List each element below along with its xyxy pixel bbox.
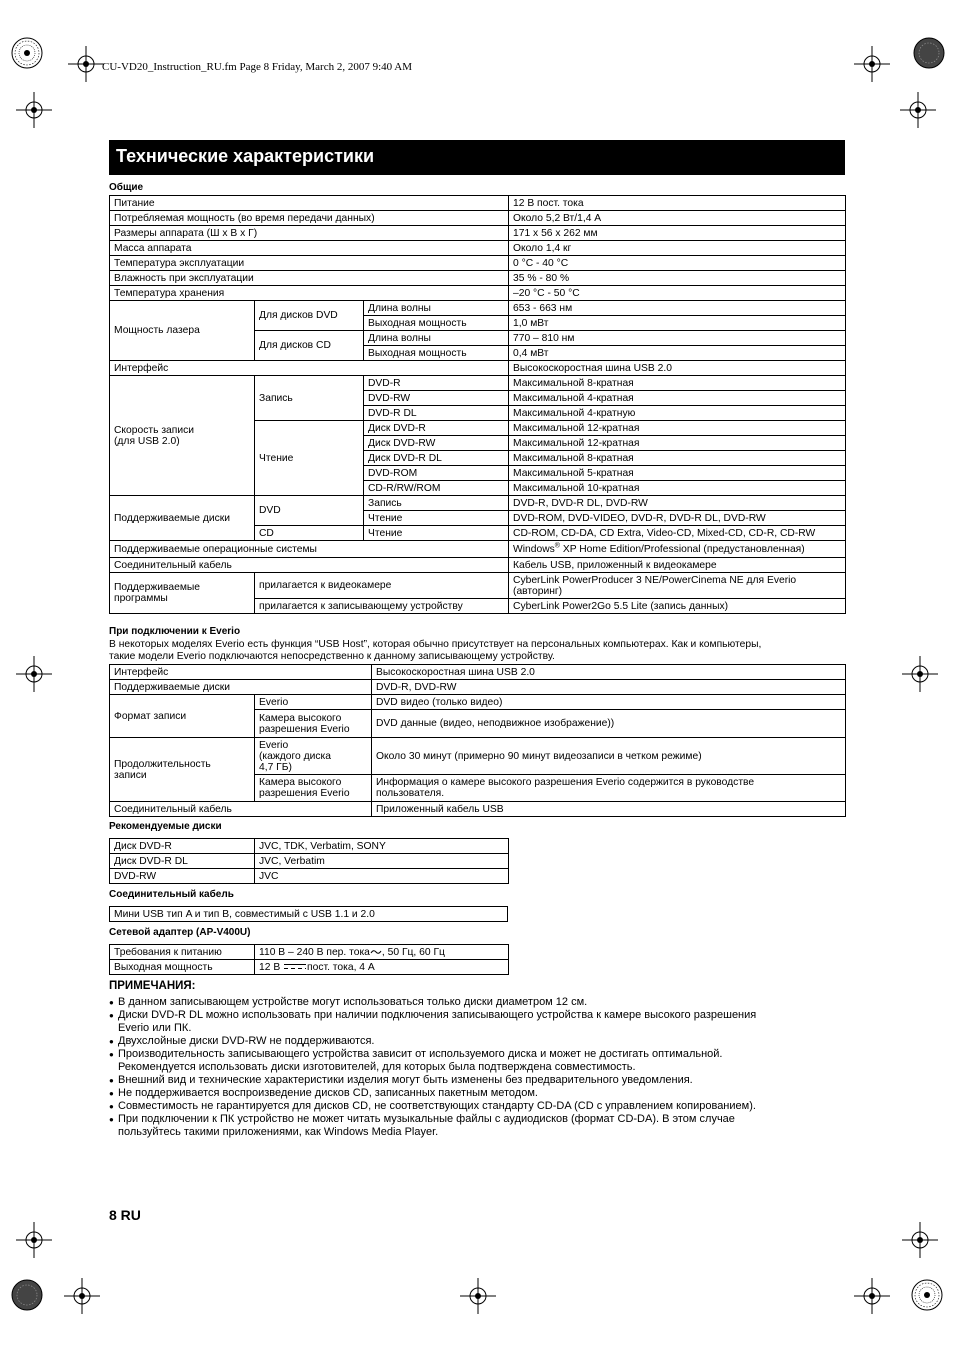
crosshair-mark-bottom-left-b [64, 1278, 100, 1314]
table-row: Чтение Диск DVD-R Максимальной 12-кратная [110, 421, 846, 436]
list-item: ● Внешний вид и технические характеристики изделия могут быть изменены без предварительного уведомления. [109, 1074, 849, 1087]
registration-mark-bottom-right [910, 1278, 944, 1312]
table-row: Выходная мощность 1,0 мВт [110, 316, 846, 331]
list-item: ● Совместимость не гарантируется для дисков CD, не соответствующих стандарту CD-DA (CD с управлением копированием). [109, 1100, 849, 1113]
table-row: Продолжительность записи Everio (каждого диска 4,7 ГБ) Около 30 минут (примерно 90 минут видеозаписи в четком режиме) [110, 738, 846, 775]
crosshair-mark-right-middle [902, 656, 938, 692]
table-row: Температура эксплуатации 0 °C - 40 °C [110, 256, 846, 271]
crosshair-mark-top-left-a [68, 46, 104, 82]
table-row: CD Чтение CD-ROM, CD-DA, CD Extra, Video-CD, Mixed-CD, CD-R, CD-RW [110, 526, 846, 541]
page-title: Технические характеристики [109, 140, 845, 175]
section-general-heading: Общие [109, 182, 144, 193]
table-row: Мощность лазера Для дисков DVD Длина волны 653 - 663 нм [110, 301, 846, 316]
write-speed-label: Скорость записи (для USB 2.0) [110, 376, 255, 496]
registration-mark-top-right [912, 36, 946, 70]
table-row: DVD-RW JVC [110, 869, 509, 884]
list-item: ● В данном записывающем устройстве могут использоваться только диски диаметром 12 см. [109, 996, 849, 1009]
notes-title: ПРИМЕЧАНИЯ: [109, 980, 196, 992]
list-item: ● Производительность записывающего устройства зависит от используемого диска и может не достигать оптимальной. Рекомендуется использовать диски изготовителей, для которых была подтверждена совместимость. [109, 1048, 849, 1074]
dc-symbol-icon [284, 963, 306, 970]
table-row: Поддерживаемые диски DVD Запись DVD-R, DVD-R DL, DVD-RW [110, 496, 846, 511]
table-row: Поддерживаемые операционные системы Windows® XP Home Edition/Professional (предустановленная) [110, 541, 846, 558]
table-row: Чтение DVD-ROM, DVD-VIDEO, DVD-R, DVD-R DL, DVD-RW [110, 511, 846, 526]
table-row: Поддерживаемые диски DVD-R, DVD-RW [110, 680, 846, 695]
crosshair-mark-bottom-left-a [16, 1222, 52, 1258]
table-row: Для дисков CD Длина волны 770 – 810 нм [110, 331, 846, 346]
crosshair-mark-left-middle [16, 656, 52, 692]
table-row: Диск DVD-R DL JVC, Verbatim [110, 854, 509, 869]
software-label: Поддерживаемые программы [110, 573, 255, 614]
page-number: 8 RU [109, 1207, 141, 1223]
table-row: Поддерживаемые программы прилагается к видеокамере CyberLink PowerProducer 3 NE/PowerCinema NE для Everio (авторинг) [110, 573, 846, 599]
adapter-table [109, 944, 509, 975]
list-item: ● Двухслойные диски DVD-RW не поддерживаются. [109, 1035, 849, 1048]
table-row: Интерфейс Высокоскоростная шина USB 2.0 [110, 665, 846, 680]
table-row: Выходная мощность 0,4 мВт [110, 346, 846, 361]
table-row: Масса аппарата Около 1,4 кг [110, 241, 846, 256]
table-row: Влажность при эксплуатации 35 % - 80 % [110, 271, 846, 286]
table-row: Соединительный кабель Приложенный кабель USB [110, 802, 846, 817]
table-row: Камера высокого разрешения Everio Информация о камере высокого разрешения Everio содержится в руководстве пользователя. [110, 775, 846, 802]
table-row: Диск DVD-R JVC, TDK, Verbatim, SONY [110, 839, 509, 854]
table-row: Диск DVD-RW Максимальной 12-кратная [110, 436, 846, 451]
general-specs-table [109, 195, 846, 614]
table-row: Питание 12 В пост. тока [110, 196, 846, 211]
table-row: Размеры аппарата (Ш x В x Г) 171 x 56 x 262 мм [110, 226, 846, 241]
table-row: Мини USB тип A и тип B, совместимый с USB 1.1 и 2.0 [110, 907, 508, 922]
table-row: Скорость записи (для USB 2.0) Запись DVD-R Максимальной 8-кратная [110, 376, 846, 391]
registration-mark-bottom-left [10, 1278, 44, 1312]
table-row: Камера высокого разрешения Everio DVD данные (видео, неподвижное изображение)) [110, 710, 846, 738]
cable-table [109, 906, 508, 922]
crosshair-mark-top-left-b [16, 92, 52, 128]
table-row: Выходная мощность 12 В пост. тока, 4 А [110, 960, 509, 975]
recommended-discs-table [109, 838, 509, 884]
everio-specs-table [109, 664, 846, 817]
crosshair-mark-bottom-right-b [902, 1222, 938, 1258]
section-recommended-heading: Рекомендуемые диски [109, 821, 222, 832]
crosshair-mark-bottom-center [460, 1278, 496, 1314]
table-row: Соединительный кабель Кабель USB, приложенный к видеокамере [110, 558, 846, 573]
list-item: ● При подключении к ПК устройство не может читать музыкальные файлы с аудиодисков (формат CD-DA). В этом случае пользуйтесь такими приложениями, как Windows Media Player. [109, 1113, 849, 1139]
notes-list [109, 996, 849, 1139]
list-item: ● Диски DVD-R DL можно использовать при наличии подключения записывающего устройства к камере высокого разрешения Everio или ПК. [109, 1009, 849, 1035]
table-row: Диск DVD-R DL Максимальной 8-кратная [110, 451, 846, 466]
section-adapter-heading: Сетевой адаптер (AP-V400U) [109, 927, 251, 938]
crosshair-mark-bottom-right-a [854, 1278, 890, 1314]
table-row: CD-R/RW/ROM Максимальной 10-кратная [110, 481, 846, 496]
list-item: ● Не поддерживается воспроизведение дисков CD, записанных пакетным методом. [109, 1087, 849, 1100]
table-row: Требования к питанию 110 В – 240 В пер. тока , 50 Гц, 60 Гц [110, 945, 509, 960]
everio-intro: В некоторых моделях Everio есть функция “USB Host”, которая обычно присутствует на персональных компьютерах. Как и компьютеры, такие модели Everio подключаются непосредственно к данному записывающему устройству. [109, 639, 762, 662]
table-row: Интерфейс Высокоскоростная шина USB 2.0 [110, 361, 846, 376]
table-row: DVD-RW Максимальной 4-кратная [110, 391, 846, 406]
section-everio-heading: При подключении к Everio [109, 626, 241, 637]
crosshair-mark-top-right-b [900, 92, 936, 128]
section-cable-heading: Соединительный кабель [109, 889, 234, 900]
crosshair-mark-top-right-a [854, 46, 890, 82]
registration-mark-top-left [10, 36, 44, 70]
file-header: CU-VD20_Instruction_RU.fm Page 8 Friday, March 2, 2007 9:40 AM [102, 61, 413, 73]
table-row: DVD-R DL Максимальной 4-кратную [110, 406, 846, 421]
table-row: Формат записи Everio DVD видео (только видео) [110, 695, 846, 710]
table-row: прилагается к записывающему устройству CyberLink Power2Go 5.5 Lite (запись данных) [110, 599, 846, 614]
table-row: Потребляемая мощность (во время передачи данных) Около 5,2 Вт/1,4 А [110, 211, 846, 226]
table-row: Температура хранения –20 °C - 50 °C [110, 286, 846, 301]
table-row: DVD-ROM Максимальной 5-кратная [110, 466, 846, 481]
ac-wave-icon [370, 948, 382, 956]
